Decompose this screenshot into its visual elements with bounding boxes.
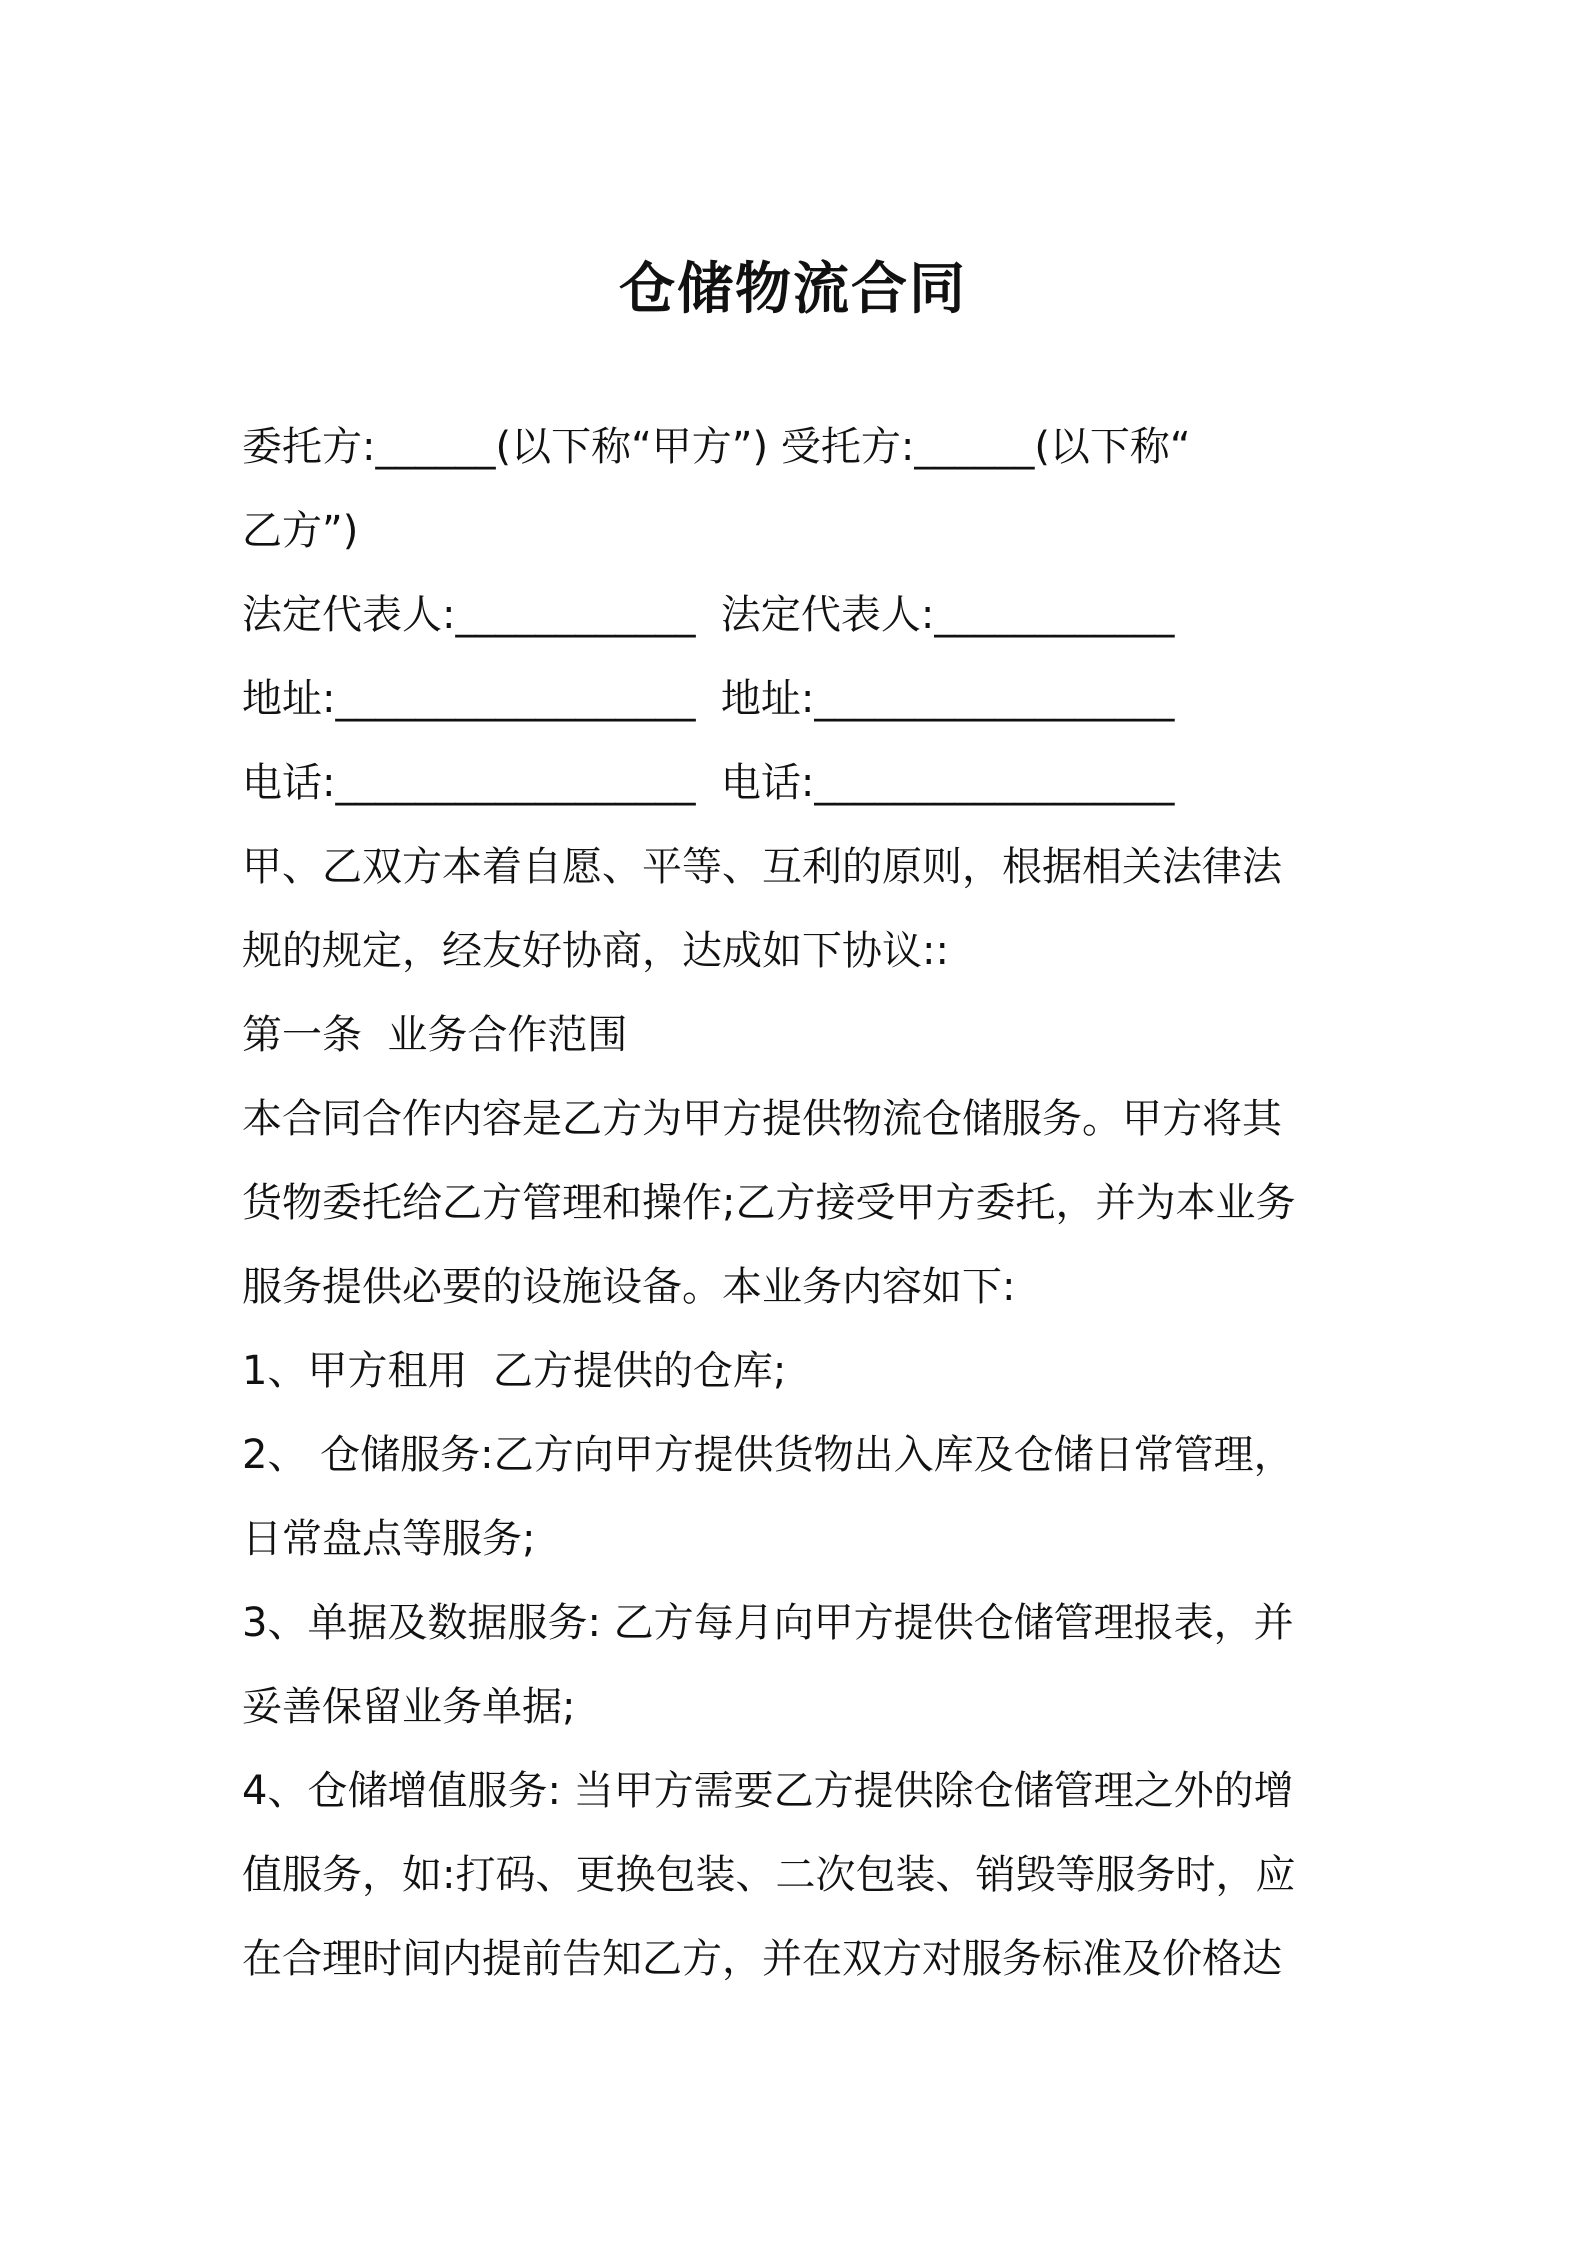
paragraph-line: 本合同合作内容是乙方为甲方提供物流仓储服务。甲方将其: [242, 1096, 1282, 1142]
paragraph-line: 服务提供必要的设施设备。本业务内容如下:: [242, 1264, 1016, 1310]
article-heading: 第一条 业务合作范围: [242, 1012, 628, 1058]
legal-representative-line: 法定代表人:____________ 法定代表人:____________: [242, 592, 1175, 638]
list-item: 2、 仓储服务:乙方向甲方提供货物出入库及仓储日常管理，: [242, 1432, 1294, 1478]
list-item: 1、甲方租用 乙方提供的仓库;: [242, 1348, 787, 1394]
phone-line: 电话:__________________ 电话:__________________: [242, 760, 1175, 806]
preamble-line: 规的规定，经友好协商，达成如下协议::: [242, 928, 949, 974]
preamble-line: 甲、乙双方本着自愿、平等、互利的原则，根据相关法律法: [242, 844, 1282, 890]
party-line-continued: 乙方”): [242, 508, 359, 554]
address-line: 地址:__________________ 地址:__________________: [242, 676, 1175, 722]
list-item: 3、单据及数据服务: 乙方每月向甲方提供仓储管理报表，并: [242, 1600, 1294, 1646]
paragraph-line: 货物委托给乙方管理和操作;乙方接受甲方委托，并为本业务: [242, 1180, 1296, 1226]
list-item-continued: 日常盘点等服务;: [242, 1516, 536, 1562]
document-body: [242, 405, 1352, 2001]
party-line: 委托方:______(以下称“甲方”) 受托方:______(以下称“: [242, 424, 1191, 470]
list-item-continued: 妥善保留业务单据;: [242, 1684, 576, 1730]
list-item: 4、仓储增值服务: 当甲方需要乙方提供除仓储管理之外的增: [242, 1768, 1294, 1814]
document-title: 仓储物流合同: [619, 257, 967, 322]
list-item-continued: 值服务，如:打码、更换包装、二次包装、销毁等服务时，应: [242, 1852, 1296, 1898]
list-item-continued: 在合理时间内提前告知乙方，并在双方对服务标准及价格达: [242, 1936, 1282, 1982]
